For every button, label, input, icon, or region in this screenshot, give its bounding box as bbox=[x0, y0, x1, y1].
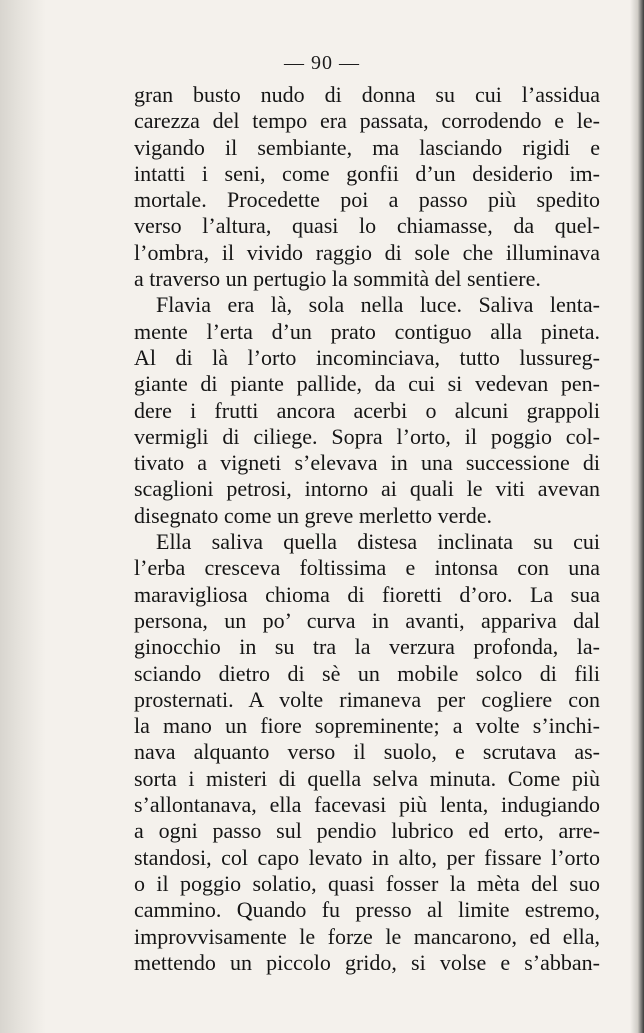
text-line: l’ombra, il vivido raggio di sole che illuminava bbox=[134, 239, 600, 265]
text-line: standosi, col capo levato in alto, per fissare l’orto bbox=[134, 844, 600, 870]
text-line: tivato a vigneti s’elevava in una successione di bbox=[134, 450, 600, 476]
text-line: sorta i misteri di quella selva minuta. Come più bbox=[134, 765, 600, 791]
page-edge bbox=[630, 0, 644, 1033]
text-line: carezza del tempo era passata, corrodendo e le- bbox=[134, 108, 600, 134]
text-line: intatti i seni, come gonfii d’un desiderio im- bbox=[134, 160, 600, 186]
text-line: Flavia era là, sola nella luce. Saliva lenta- bbox=[156, 292, 600, 318]
text-line: a traverso un pertugio la sommità del sentiere. bbox=[134, 266, 541, 292]
text-line: verso l’altura, quasi lo chiamasse, da quel- bbox=[134, 213, 600, 239]
text-line: nava alquanto verso il suolo, e scrutava as- bbox=[134, 739, 600, 765]
text-line: improvvisamente le forze le mancarono, ed ella, bbox=[134, 923, 600, 949]
spine-shadow bbox=[0, 0, 46, 1033]
text-line: vermigli di ciliege. Sopra l’orto, il poggio col- bbox=[134, 423, 600, 449]
text-line: scaglioni petrosi, intorno ai quali le viti avevan bbox=[134, 476, 600, 502]
text-line: s’allontanava, ella facevasi più lenta, indugiando bbox=[134, 792, 600, 818]
text-line: a ogni passo sul pendio lubrico ed erto, arre- bbox=[134, 818, 600, 844]
text-line: sciando dietro di sè un mobile solco di fili bbox=[134, 660, 600, 686]
text-line: disegnato come un greve merletto verde. bbox=[134, 502, 492, 528]
text-line: giante di piante pallide, da cui si vedevan pen- bbox=[134, 371, 600, 397]
text-line: mortale. Procedette poi a passo più spedito bbox=[134, 187, 600, 213]
body-text bbox=[134, 82, 600, 976]
page-number: — 90 — bbox=[284, 52, 360, 74]
text-line: Ella saliva quella distesa inclinata su cui bbox=[156, 529, 600, 555]
text-line: mettendo un piccolo grido, si volse e s’abban- bbox=[134, 949, 600, 975]
text-line: l’erba cresceva foltissima e intonsa con una bbox=[134, 555, 600, 581]
text-line: gran busto nudo di donna su cui l’assidua bbox=[134, 82, 600, 107]
text-line: prosternati. A volte rimaneva per cogliere con bbox=[134, 686, 600, 712]
text-line: maravigliosa chioma di fioretti d’oro. La sua bbox=[134, 581, 600, 607]
text-line: persona, un po’ curva in avanti, appariva dal bbox=[134, 607, 600, 633]
text-line: cammino. Quando fu presso al limite estremo, bbox=[134, 897, 600, 923]
text-line: Al di là l’orto incominciava, tutto lussureg- bbox=[134, 344, 600, 370]
text-line: vigando il sembiante, ma lasciando rigidi e bbox=[134, 134, 600, 160]
text-line: mente l’erta d’un prato contiguo alla pineta. bbox=[134, 318, 600, 344]
text-line: o il poggio solatio, quasi fosser la mèta del suo bbox=[134, 870, 600, 896]
text-line: dere i frutti ancora acerbi o alcuni grappoli bbox=[134, 397, 600, 423]
text-line: ginocchio in su tra la verzura profonda, la- bbox=[134, 634, 600, 660]
text-line: la mano un fiore sopreminente; a volte s’inchi- bbox=[134, 713, 600, 739]
